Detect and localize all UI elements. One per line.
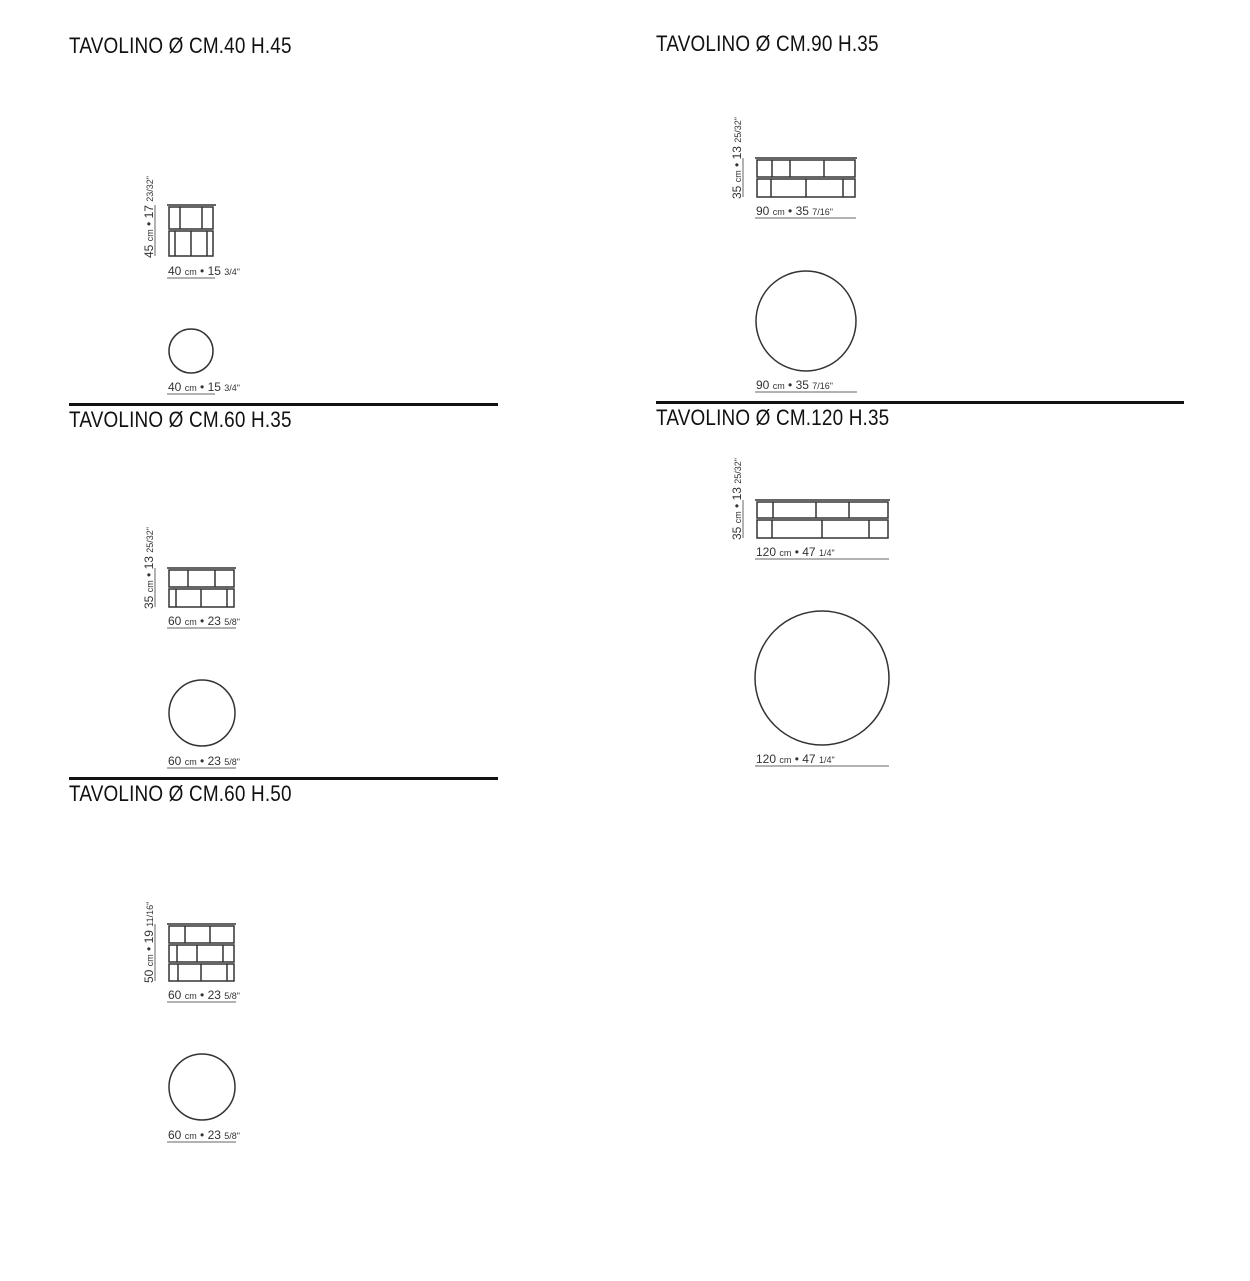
table-elevation (755, 500, 890, 538)
section-title-60-h35: TAVOLINO Ø CM.60 H.35 (69, 407, 292, 432)
table-elevation (755, 158, 857, 197)
plan-drawing-120 (745, 602, 915, 774)
width-dimension-label: 40 cm • 15 3/4" (168, 264, 240, 278)
elevation-drawing-40-h45 (130, 160, 270, 280)
section-title-120-h35: TAVOLINO Ø CM.120 H.35 (656, 405, 890, 430)
width-dimension-label: 120 cm • 47 1/4" (756, 545, 835, 559)
table-elevation (167, 205, 216, 256)
table-elevation (167, 924, 236, 981)
plan-drawing-60-h50 (160, 1046, 270, 1146)
diameter-dimension-label: 60 cm • 23 5/8" (168, 1128, 240, 1142)
section-title-40-h45: TAVOLINO Ø CM.40 H.45 (69, 33, 292, 58)
elevation-drawing-60-h50 (130, 890, 270, 1010)
elevation-drawing-60-h35 (130, 515, 270, 635)
diameter-dimension-label: 90 cm • 35 7/16" (756, 378, 833, 392)
section-title-60-h50: TAVOLINO Ø CM.60 H.50 (69, 781, 292, 806)
height-dimension-label: 50 cm • 19 11/16" (142, 901, 156, 983)
section-divider (69, 777, 498, 780)
plan-drawing-40 (160, 322, 270, 397)
table-top-plan (756, 271, 856, 371)
diameter-dimension-label: 40 cm • 15 3/4" (168, 380, 240, 394)
section-divider (69, 403, 498, 406)
table-top-plan (755, 611, 889, 745)
width-dimension-label: 60 cm • 23 5/8" (168, 988, 240, 1002)
plan-drawing-60 (160, 672, 270, 772)
plan-drawing-90 (745, 262, 885, 397)
height-dimension-label: 35 cm • 13 25/32" (730, 117, 744, 199)
table-elevation (167, 568, 236, 607)
diameter-dimension-label: 60 cm • 23 5/8" (168, 754, 240, 768)
elevation-drawing-120-h35 (718, 447, 918, 567)
elevation-drawing-90-h35 (718, 105, 898, 225)
width-dimension-label: 90 cm • 35 7/16" (756, 204, 833, 218)
diameter-dimension-label: 120 cm • 47 1/4" (756, 752, 835, 766)
table-top-plan (169, 329, 213, 373)
width-dimension-label: 60 cm • 23 5/8" (168, 614, 240, 628)
table-top-plan (169, 680, 235, 746)
height-dimension-label: 35 cm • 13 25/32" (730, 458, 744, 540)
height-dimension-label: 35 cm • 13 25/32" (142, 527, 156, 609)
section-title-90-h35: TAVOLINO Ø CM.90 H.35 (656, 31, 879, 56)
section-divider (656, 401, 1184, 404)
table-top-plan (169, 1054, 235, 1120)
height-dimension-label: 45 cm • 17 23/32" (142, 176, 156, 258)
